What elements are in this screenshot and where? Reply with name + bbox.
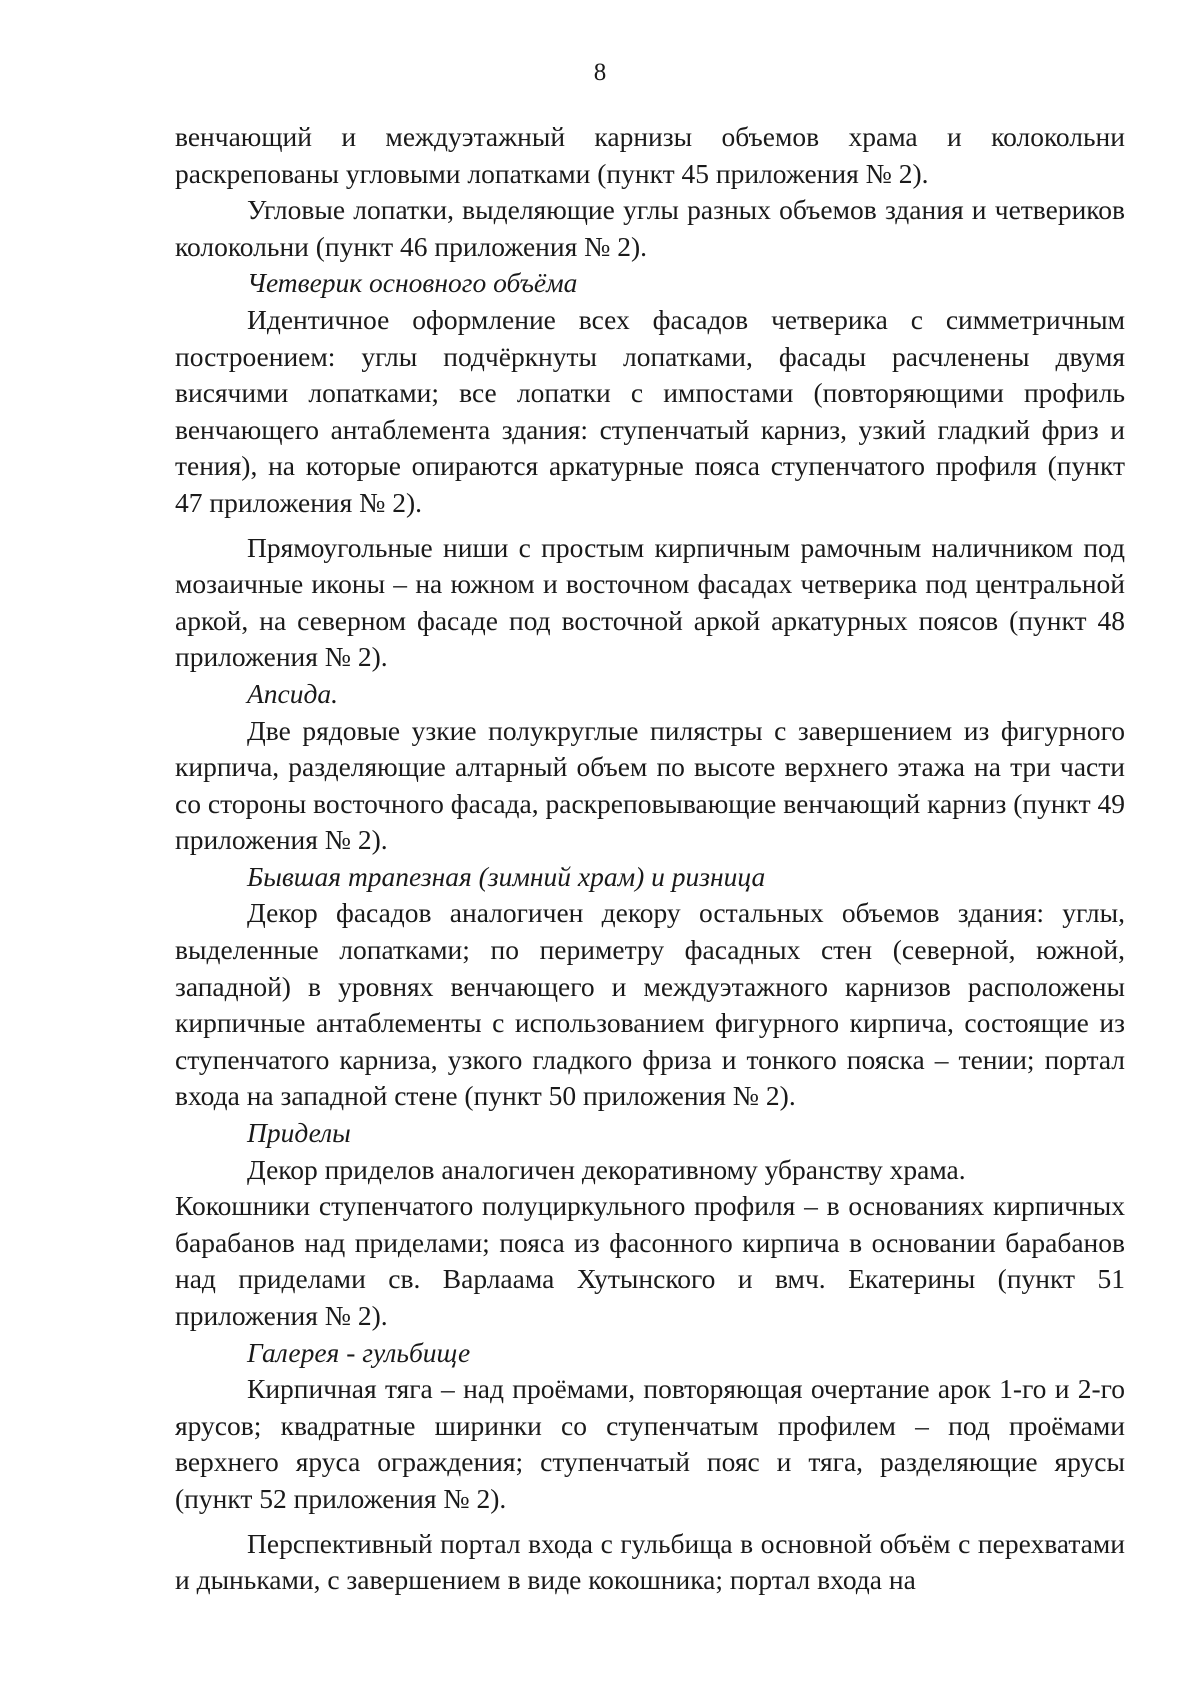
section-heading-refectory: Бывшая трапезная (зимний храм) и ризница (247, 860, 766, 892)
paragraph-cornices: венчающий и междуэтажный карнизы объемов храма и колокольни раскрепованы угловыми лопатками (пункт 45 приложения № 2). (175, 121, 1125, 189)
paragraph-corner-pilasters: Угловые лопатки, выделяющие углы разных объемов здания и четвериков колокольни (пункт 46 приложения № 2). (175, 194, 1125, 262)
section-heading-apse: Апсида. (247, 677, 339, 709)
paragraph-side-chapels-decor: Декор приделов аналогичен декоративному убранству храма. (247, 1153, 966, 1185)
paragraph-niches: Прямоугольные ниши с простым кирпичным рамочным наличником под мозаичные иконы – на южном и восточном фасадах четверика под центральной аркой, на северном фасаде под восточной аркой аркатурных поясов (пункт 48 приложения № 2). (175, 531, 1125, 673)
paragraph-gallery-decor: Кирпичная тяга – над проёмами, повторяющая очертание арок 1-го и 2-го ярусов; квадратные ширинки со ступенчатым профилем – под проёмами верхнего яруса ограждения; ступенчатый пояс и тяга, разделяющие ярусы (пункт 52 приложения № 2). (175, 1373, 1125, 1514)
paragraph-kokoshniks: Кокошники ступенчатого полуциркульного профиля – в основаниях кирпичных барабанов над приделами; пояса из фасонного кирпича в основании барабанов над приделами св. Варлаама Хутынского и вмч. Екатерины (пункт 51 приложения № 2). (175, 1190, 1125, 1331)
section-heading-gallery: Галерея - гульбище (247, 1336, 471, 1368)
section-heading-main-volume: Четверик основного объёма (247, 267, 578, 299)
paragraph-apse-pilasters: Две рядовые узкие полукруглые пилястры с завершением из фигурного кирпича, разделяющие алтарный объем по высоте верхнего этажа на три части со стороны восточного фасада, раскреповывающие венчающий карниз (пункт 49 приложения № 2). (175, 714, 1125, 856)
document-body (175, 119, 1125, 1599)
page-number: 8 (593, 59, 607, 86)
paragraph-portal: Перспективный портал входа с гульбища в основной объём с перехватами и дыньками, с завершением в виде кокошника; портал входа на (175, 1527, 1125, 1596)
paragraph-main-volume-facades: Идентичное оформление всех фасадов четверика с симметричным построением: углы подчёркнуты лопатками, фасады расчленены двумя висячими лопатками; все лопатки с импостами (повторяющими профиль венчающего антаблемента здания: ступенчатый карниз, узкий гладкий фриз и тения), на которые опираются аркатурные пояса ступенчатого профиля (пункт 47 приложения № 2). (175, 303, 1125, 518)
paragraph-refectory-decor: Декор фасадов аналогичен декору остальных объемов здания: углы, выделенные лопатками; по периметру фасадных стен (северной, южной, западной) в уровнях венчающего и междуэтажного карнизов расположены кирпичные антаблементы с использованием фигурного кирпича, состоящие из ступенчатого карниза, узкого гладкого фриза и тонкого пояска – тении; портал входа на западной стене (пункт 50 приложения № 2). (175, 897, 1125, 1112)
section-heading-side-chapels: Приделы (247, 1117, 351, 1149)
